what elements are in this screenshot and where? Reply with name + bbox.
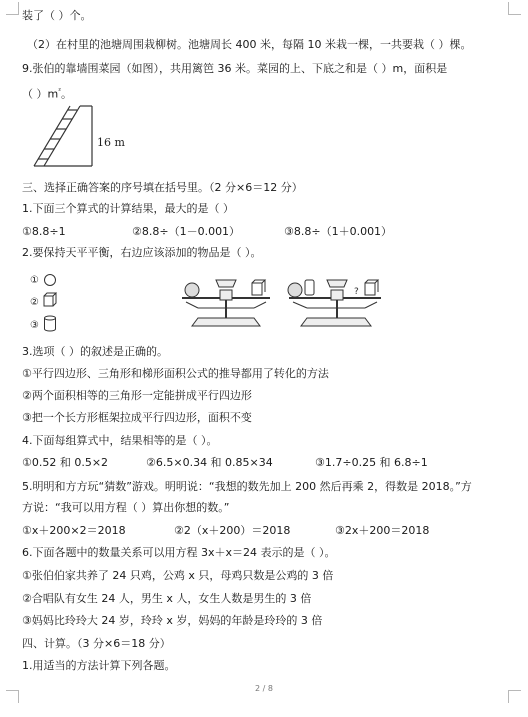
square-unit: ² [58, 87, 62, 95]
area-blank: （ ）m [22, 87, 59, 101]
question-3-6-option-3: ③妈妈比玲玲大 24 岁，玲玲 x 岁，妈妈的年龄是玲玲的 3 倍 [22, 614, 323, 627]
question-9: 9.张伯的靠墙围菜园（如图），共用篱笆 36 米。菜园的上、下底之和是（ ）m，面积是 [22, 62, 448, 75]
balance-scale-2 [285, 272, 385, 334]
section-4-heading: 四、计算。（3 分×6＝18 分） [22, 637, 171, 650]
option-a: ①8.8÷1 [22, 225, 66, 238]
question-3-3: 3.选项（ ）的叙述是正确的。 [22, 345, 168, 358]
fence-slant [34, 106, 70, 166]
question-8-2: （2）在村里的池塘周围栽柳树。池塘周长 400 米，每隔 10 米栽一棵，一共要栽（ ）棵。 [27, 38, 472, 51]
page-number: 2 / 8 [255, 684, 273, 693]
cube-icon [43, 292, 57, 308]
height-label: 16 m [97, 136, 125, 149]
question-3-6: 6.下面各题中的数量关系可以用方程 3x＋x＝24 表示的是（ ）。 [22, 546, 336, 559]
ball-icon [43, 273, 57, 287]
ball-icon [185, 283, 199, 297]
option-c: ③1.7÷0.25 和 6.8÷1 [315, 456, 428, 469]
text-line: 装了（ ）个。 [22, 9, 92, 22]
cube-icon [365, 283, 375, 295]
cube-icon [252, 283, 262, 295]
option-b: ②6.5×0.34 和 0.85×34 [146, 456, 273, 469]
ball-icon [288, 283, 302, 297]
question-4-1: 1.用适当的方法计算下列各题。 [22, 659, 176, 672]
corner-mark-top-right [508, 2, 521, 15]
question-3-4-options [22, 456, 428, 470]
period: 。 [61, 87, 73, 101]
cylinder-icon [305, 280, 314, 295]
question-9-area [22, 84, 72, 102]
question-3-3-option-3: ③把一个长方形框架拉成平行四边形，面积不变 [22, 411, 252, 424]
section-3-heading: 三、选择正确答案的序号填在括号里。（2 分×6＝12 分） [22, 181, 303, 194]
question-3-1-options [22, 225, 393, 239]
question-3-4: 4.下面每组算式中，结果相等的是（ ）。 [22, 434, 218, 447]
option-a: ①0.52 和 0.5×2 [22, 456, 109, 469]
question-3-5-cont: 方说：“我可以用方程（ ）算出你想的数。” [22, 501, 230, 514]
question-3-1: 1.下面三个算式的计算结果，最大的是（ ） [22, 202, 234, 215]
question-3-6-option-1: ①张伯伯家共养了 24 只鸡，公鸡 x 只，母鸡只数是公鸡的 3 倍 [22, 569, 334, 582]
option-b: ②8.8÷（1－0.001） [132, 225, 241, 238]
option-c: ③8.8÷（1＋0.001） [284, 225, 393, 238]
corner-mark-top-left [6, 2, 19, 15]
option-b: ②2（x＋200）＝2018 [174, 524, 291, 537]
option-2-label: ② [30, 297, 39, 308]
balance-scale-1 [178, 272, 274, 334]
weight-pan [216, 280, 236, 287]
option-3-label: ③ [30, 320, 39, 331]
option-a: ①x＋200×2＝2018 [22, 524, 126, 537]
question-3-2: 2.要保持天平平衡，右边应该添加的物品是（ ）。 [22, 246, 262, 259]
fence-slant-inner [44, 106, 80, 166]
question-3-3-option-2: ②两个面积相等的三角形一定能拼成平行四边形 [22, 389, 252, 402]
question-3-5-options [22, 524, 430, 538]
option-1-label: ① [30, 275, 39, 286]
question-3-5: 5.明明和方方玩“猜数”游戏。明明说：“我想的数先加上 200 然后再乘 2，得数是 2018。”方 [22, 480, 472, 493]
option-c: ③2x＋200＝2018 [335, 524, 430, 537]
weight-pan [327, 280, 347, 287]
question-3-3-option-1: ①平行四边形、三角形和梯形面积公式的推导都用了转化的方法 [22, 367, 329, 380]
question-3-6-option-2: ②合唱队有女生 24 人，男生 x 人，女生人数是男生的 3 倍 [22, 592, 312, 605]
garden-figure [30, 102, 135, 170]
unknown-mark: ? [354, 287, 359, 297]
cylinder-icon [43, 315, 57, 332]
